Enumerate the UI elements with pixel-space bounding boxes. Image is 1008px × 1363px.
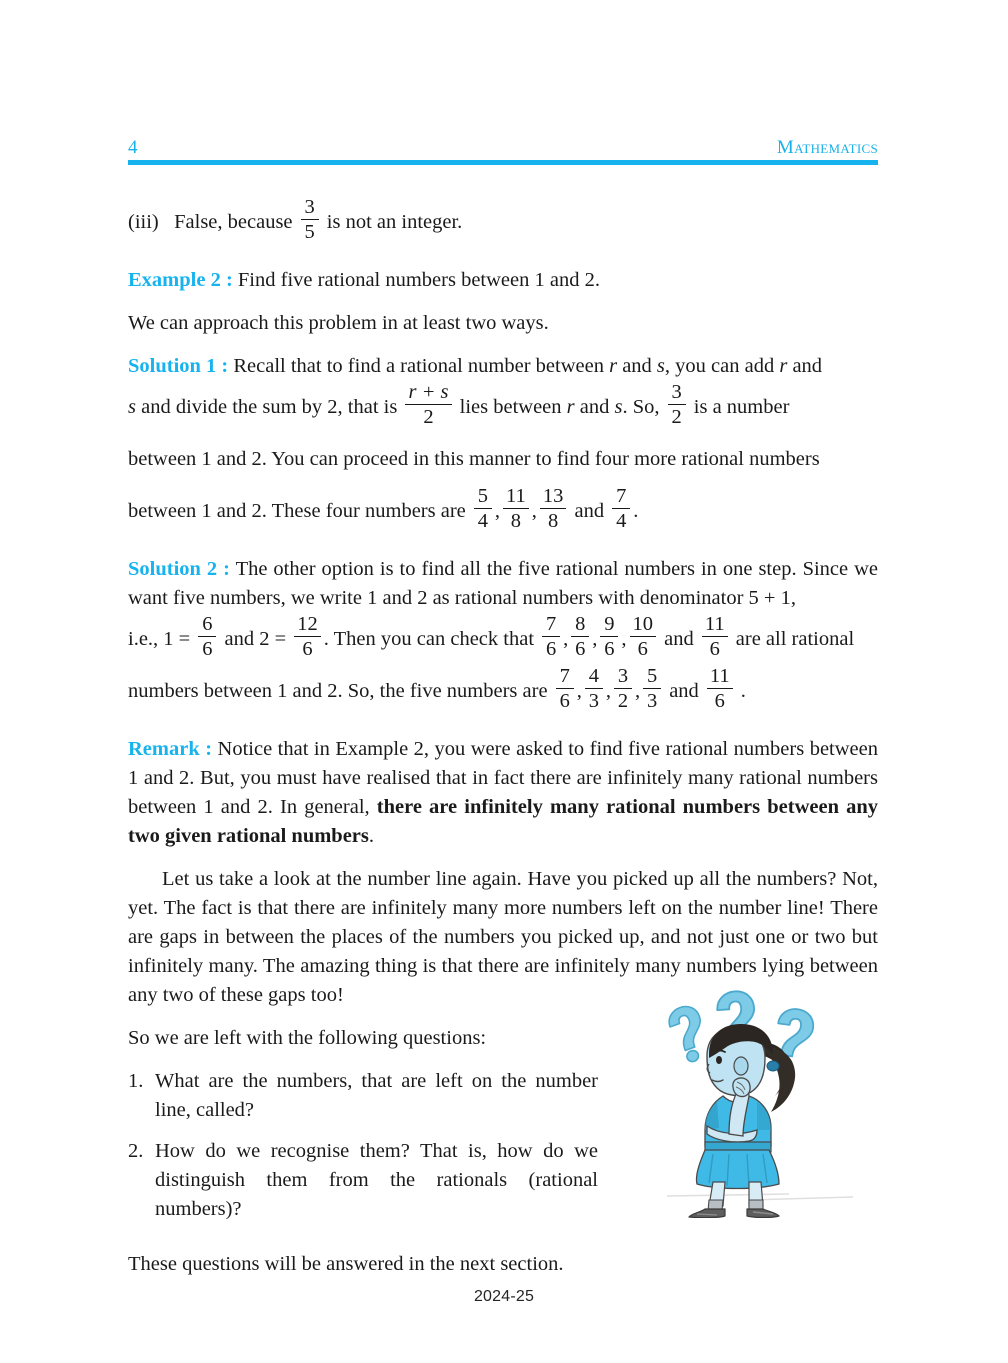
fraction-denominator: 2: [423, 406, 434, 429]
question-number: 2.: [128, 1140, 144, 1162]
skirt: [696, 1150, 779, 1189]
fraction-7-6: [542, 613, 560, 661]
approach-paragraph: We can approach this problem in at least two ways.: [128, 312, 549, 334]
fraction-numerator: 7: [616, 484, 627, 507]
questions-intro: So we are left with the following questions:: [128, 1027, 487, 1049]
fraction-numerator: r + s: [408, 380, 449, 403]
solution2-text-p3a: numbers between 1 and 2. So, the five numbers are: [128, 680, 548, 702]
fraction-numerator: 5: [646, 664, 658, 687]
fraction-denominator: 8: [510, 510, 521, 533]
fraction-bar: [503, 508, 529, 510]
fraction-denominator: 6: [604, 638, 615, 661]
solution2-line3: numbers between 1 and 2. So, the five numbers are $\frac{7}{6}$ , $\frac{4}{3}$ , $\frac{3}{2}$ , $\frac{5}{3}$ and $\frac{11}{6}$ .: [128, 664, 746, 713]
fraction-numerator: 8: [575, 612, 586, 635]
header-row: [128, 138, 878, 157]
fraction-numerator: 12: [297, 612, 318, 635]
header-rule: [128, 160, 878, 165]
fraction-bar: [542, 636, 560, 638]
fraction-numerator: 6: [202, 612, 213, 635]
fraction-denominator: 6: [575, 638, 586, 661]
page-footer: 2024-25: [473, 1288, 535, 1305]
hair-tie: [767, 1061, 779, 1071]
question-text: How do we recognise them? That is, how do we distinguish them from the rationals (rational numbers)?: [155, 1140, 598, 1220]
fraction-5-4: [474, 485, 492, 533]
fraction-denominator: 6: [546, 638, 557, 661]
fraction-bar: [612, 508, 630, 510]
fraction-denominator: 4: [477, 510, 488, 533]
item-iii-text-before: False, because: [174, 211, 293, 233]
fraction-7-4: [612, 485, 630, 533]
page-number: 4: [128, 137, 138, 158]
fraction-numerator: 11: [704, 612, 725, 635]
solution1-text-a: Recall that to find a rational number between: [233, 355, 604, 377]
fraction-denominator: 5: [304, 221, 315, 244]
fraction-numerator: 7: [546, 612, 557, 635]
question-text: What are the numbers, that are left on the number line, called?: [155, 1070, 598, 1121]
item-iii-paragraph: [128, 196, 878, 248]
fraction-8-6: [571, 613, 589, 661]
book-title: Mathematics: [776, 137, 878, 158]
solution2-text-p2c: . Then you can check that: [323, 628, 535, 650]
solution1-text-p4a: between 1 and 2. These four numbers are: [128, 500, 466, 522]
fraction-7-6-b: [556, 665, 574, 713]
variable-r-3: r: [566, 396, 575, 418]
fraction-numerator: 3: [304, 195, 315, 218]
solution1-text-c: , you can add: [664, 355, 775, 377]
solution1-line1: [128, 352, 878, 381]
fraction-r-plus-s-over-2: [405, 381, 451, 429]
solution1-text-p2e: is a number: [693, 396, 790, 418]
fraction-bar: [571, 636, 589, 638]
variable-r: r: [609, 355, 618, 377]
solution1-line2: [128, 381, 878, 433]
fraction-numerator: 10: [632, 612, 654, 635]
variable-s-3: s: [614, 396, 623, 418]
solution1-text-d: and: [792, 355, 823, 377]
variable-s-2: s: [128, 396, 136, 418]
fraction-bar: [702, 636, 728, 638]
fraction-numerator: 7: [559, 664, 570, 687]
fraction-numerator: 3: [617, 664, 629, 687]
fraction-11-6: [702, 613, 728, 661]
fraction-denominator: 2: [671, 406, 682, 429]
fraction-numerator: 3: [671, 380, 682, 403]
fraction-4-3: [585, 665, 603, 713]
solution1-line3: between 1 and 2. You can proceed in this manner to find four more rational numbers: [128, 448, 820, 470]
fraction-denominator: 3: [588, 690, 599, 713]
item-iii-text-after: is not an integer.: [326, 211, 463, 233]
fraction-11-8: [503, 485, 529, 533]
solution2-line2: i.e., 1 = $\frac{6}{6}$ and 2 = $\frac{12}{6}$ . Then you can check that $\frac{7}{6}$ , $\frac{8}{6}$ , $\frac{9}{6}$ , $\frac{10}{6}$ and $\frac{11}{6}$ are all rational: [128, 612, 855, 661]
fraction-5-3: [643, 665, 661, 713]
solution1-text-p2d: . So,: [622, 396, 660, 418]
fraction-bar: [556, 688, 574, 690]
fraction-denominator: 6: [302, 638, 313, 661]
fraction-numerator: 11: [709, 664, 730, 687]
fraction-3-5: [301, 196, 319, 244]
fraction-bar: [585, 688, 603, 690]
solution1-text-p2a: and divide the sum by 2, that is: [141, 396, 398, 418]
and-word-3: and: [669, 680, 699, 702]
example2-label: Example 2 :: [128, 269, 233, 291]
solution1-period: .: [633, 500, 639, 522]
solution2-text-p2d: are all rational: [735, 628, 855, 650]
and-word-2: and: [664, 628, 694, 650]
fraction-numerator: 5: [477, 484, 488, 507]
and-word-1: and: [574, 500, 605, 522]
remark-label: Remark :: [128, 738, 213, 760]
fraction-numerator: 9: [604, 612, 615, 635]
number-line-paragraph: Let us take a look at the number line again. Have you picked up all the numbers? Not, yet. The fact is that there are infinitely many more numbers left on the number line! There are gaps in between the places of the numbers you picked up, and not just one or two but infinitely many. The amazing thing is that there are infinitely many numbers lying between any two of these gaps too!: [128, 868, 878, 1006]
fraction-denominator: 6: [714, 690, 725, 713]
list-item: [128, 1137, 598, 1224]
fraction-denominator: 6: [637, 638, 648, 661]
fraction-bar: [474, 508, 492, 510]
fraction-bar: [643, 688, 661, 690]
variable-r-2: r: [779, 355, 788, 377]
fraction-9-6: [600, 613, 618, 661]
fraction-numerator: 11: [506, 484, 526, 507]
remark-text: Notice that in Example 2, you were asked to find five rational numbers between 1 and 2. But, you must have realised that in fact there are infinitely many rational numbers between 1 and 2. In general,: [128, 738, 878, 818]
fraction-12-6: [294, 613, 321, 661]
fraction-denominator: 6: [559, 690, 570, 713]
fraction-denominator: 8: [548, 510, 559, 533]
item-iii-marker: (iii): [128, 211, 159, 233]
solution2-period: .: [740, 680, 746, 702]
fraction-bar: [707, 688, 733, 690]
remark-period: .: [368, 825, 374, 847]
solution1-label: Solution 1 :: [128, 355, 229, 377]
solution1-line4: between 1 and 2. These four numbers are $\frac{5}{4}$ , $\frac{11}{8}$ , $\frac{13}{8}$ and $\frac{7}{4}$ .: [128, 484, 639, 533]
solution2-text: The other option is to find all the five rational numbers in one step. Since we want five numbers, we write 1 and 2 as rational numbers with denominator 5 + 1,: [128, 558, 878, 609]
solution2-paragraph: [128, 555, 878, 613]
remark-bold-text: there are infinitely many rational numbers between any two given rational numbers: [128, 796, 878, 847]
fraction-denominator: 2: [617, 690, 629, 713]
questions-list: [128, 1067, 598, 1224]
solution2-text-p2a: i.e., 1 =: [128, 628, 191, 650]
thinking-girl-illustration: [657, 978, 897, 1218]
fraction-6-6: [198, 613, 216, 661]
fraction-numerator: 4: [588, 664, 599, 687]
fraction-3-2: [668, 381, 686, 429]
fraction-denominator: 4: [616, 510, 627, 533]
example2-paragraph: [128, 266, 878, 295]
question-mark-icon-left: [665, 1002, 713, 1065]
fraction-denominator: 6: [709, 638, 720, 661]
fraction-10-6: [630, 613, 657, 661]
closing-paragraph: These questions will be answered in the next section.: [128, 1253, 564, 1275]
fraction-bar: [301, 219, 319, 221]
page-header: [128, 138, 878, 165]
fraction-bar: [198, 636, 216, 638]
fraction-bar: [405, 404, 451, 406]
fraction-denominator: 3: [646, 690, 658, 713]
variable-s: s: [656, 355, 665, 377]
fraction-3-2-b: [614, 665, 632, 713]
solution1-text-b: and: [622, 355, 652, 377]
solution1-text-p2b: lies between: [459, 396, 562, 418]
fraction-13-8: [540, 485, 567, 533]
fraction-bar: [614, 688, 632, 690]
fraction-bar: [630, 636, 657, 638]
question-number: 1.: [128, 1070, 144, 1092]
fraction-bar: [540, 508, 567, 510]
example2-text: Find five rational numbers between 1 and 2.: [237, 269, 600, 291]
fraction-denominator: 6: [202, 638, 213, 661]
fraction-bar: [294, 636, 321, 638]
fraction-bar: [600, 636, 618, 638]
solution1-text-p2c: and: [579, 396, 610, 418]
fraction-bar: [668, 404, 686, 406]
shoes: [689, 1209, 779, 1218]
solution2-label: Solution 2 :: [128, 558, 230, 580]
list-item: [128, 1067, 598, 1125]
fraction-numerator: 13: [542, 484, 564, 507]
remark-paragraph: [128, 735, 878, 851]
fraction-11-6-b: [707, 665, 733, 713]
solution2-text-p2b: and 2 =: [224, 628, 287, 650]
